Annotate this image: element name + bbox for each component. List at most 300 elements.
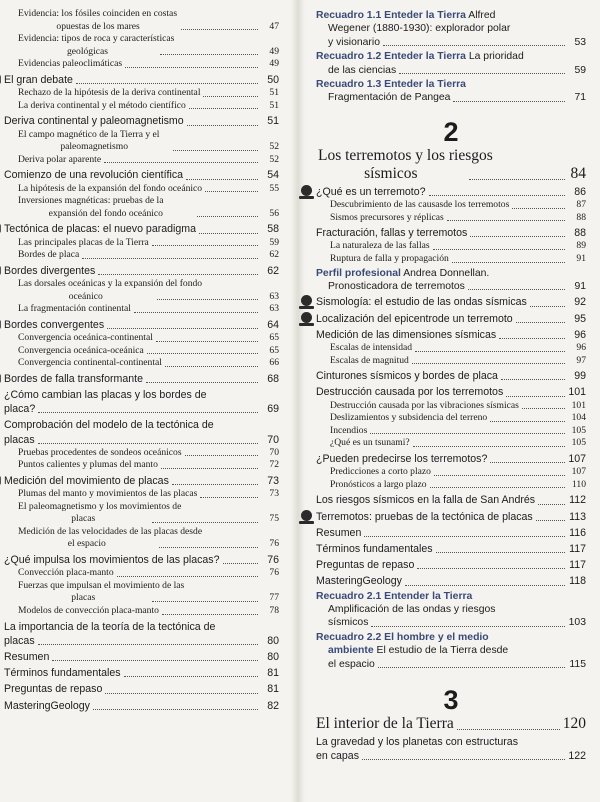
entry-text: Evidencia: los fósiles coinciden en costas — [18, 8, 178, 19]
toc-entry — [4, 33, 279, 58]
page-number: 115 — [569, 658, 586, 670]
toc-line — [18, 459, 279, 472]
dot-leader — [159, 547, 258, 548]
toc-line — [18, 447, 279, 460]
toc-line — [4, 682, 279, 696]
toc-line — [4, 168, 279, 182]
box-label: Perfil profesional — [316, 267, 401, 279]
page-number: 70 — [267, 433, 279, 446]
toc-line — [330, 412, 586, 425]
dot-leader — [470, 236, 565, 237]
dot-leader — [186, 179, 258, 180]
dot-leader — [200, 497, 258, 498]
box-label: Recuadro 1.1 Enteder la Tierra — [316, 10, 466, 21]
entry-text: Inversiones magnéticas: pruebas de la — [18, 195, 164, 207]
page-number: 68 — [267, 372, 279, 385]
toc-entry — [4, 129, 279, 154]
box-title: La prioridad — [465, 51, 524, 63]
page-number: 87 — [576, 199, 586, 211]
entry-text: Términos fundamentales — [316, 543, 433, 556]
dot-leader — [536, 520, 565, 521]
toc-entry — [316, 526, 586, 540]
toc-entry — [4, 100, 279, 113]
toc-entry — [316, 342, 586, 355]
toc-entry — [316, 312, 586, 326]
toc-left-column — [4, 8, 279, 713]
toc-line — [316, 558, 586, 572]
box-title-end: sísmicos — [328, 617, 369, 629]
page-number: 49 — [269, 58, 279, 70]
dot-leader — [197, 216, 258, 217]
page-number: 51 — [269, 87, 279, 99]
page-number: 72 — [269, 459, 279, 471]
page-number: 82 — [267, 699, 279, 712]
entry-text-cont: placa? — [4, 403, 36, 416]
toc-line — [18, 567, 279, 580]
entry-text-cont: placas — [71, 592, 96, 604]
box-title-end: y visionario — [328, 36, 380, 48]
page-gutter — [291, 0, 305, 802]
box-label: Recuadro 2.1 Entender la Tierra — [316, 590, 473, 602]
toc-entry — [4, 501, 279, 526]
entry-text: Predicciones a corto plazo — [330, 466, 431, 478]
toc-entry — [4, 699, 279, 713]
page-number: 62 — [269, 249, 279, 261]
entry-text: Convección placa-manto — [18, 567, 114, 579]
entry-text: Convergencia continental-continental — [18, 357, 162, 369]
entry-text: Cinturones sísmicos y bordes de placa — [316, 370, 498, 383]
toc-line — [18, 46, 279, 59]
toc-line — [316, 574, 586, 588]
page-number: 77 — [269, 592, 280, 604]
toc-line — [330, 342, 586, 355]
dot-leader — [38, 412, 258, 413]
box-title-end: el espacio — [328, 658, 375, 670]
dot-leader — [172, 484, 258, 485]
dot-leader — [52, 660, 258, 661]
toc-line — [4, 114, 279, 128]
page-number: 76 — [269, 538, 279, 550]
entry-text: Destrucción causada por las vibraciones sísmicas — [330, 399, 519, 411]
toc-entry — [316, 240, 586, 253]
dot-leader — [469, 179, 565, 180]
dot-leader — [187, 125, 258, 126]
toc-entry — [4, 8, 279, 33]
page-number: 76 — [269, 567, 279, 579]
margin-marker-icon — [0, 75, 1, 84]
toc-entry — [4, 526, 279, 551]
toc-entry — [4, 345, 279, 358]
dot-leader — [152, 522, 259, 523]
dot-leader — [98, 274, 258, 275]
entry-text: ¿Pueden predecirse los terremotos? — [316, 453, 488, 466]
page-number: 92 — [574, 296, 586, 309]
toc-line — [18, 345, 279, 358]
dot-leader — [152, 601, 259, 602]
toc-entry — [316, 385, 586, 399]
toc-entry — [4, 222, 279, 236]
dot-leader — [370, 433, 565, 434]
dot-leader — [413, 446, 565, 447]
dot-leader — [499, 338, 565, 339]
page-number: 59 — [574, 64, 586, 76]
entry-text: ¿Cómo cambian las placas y los bordes de — [4, 388, 207, 401]
page-number: 110 — [571, 478, 586, 490]
dot-leader — [124, 676, 258, 677]
dot-leader — [199, 233, 258, 234]
toc-line — [18, 237, 279, 250]
entry-text: El campo magnético de la Tierra y el — [18, 128, 160, 140]
toc-line — [4, 650, 279, 664]
entry-text: Los terremotos y los riesgos — [318, 146, 493, 164]
toc-entry — [4, 605, 279, 618]
dot-leader — [371, 626, 565, 627]
entry-text: Ruptura de falla y propagación — [330, 253, 449, 265]
dot-leader — [189, 108, 258, 109]
page-number: 78 — [269, 605, 279, 617]
dot-leader — [405, 585, 565, 586]
page-number: 64 — [267, 318, 279, 331]
entry-text: Terremotos: pruebas de la tectónica de placas — [316, 510, 533, 523]
box-title-text: ambiente — [328, 645, 374, 657]
dot-leader — [152, 245, 258, 246]
page-number: 54 — [267, 169, 279, 182]
entry-text: ¿Qué impulsa los movimientos de las placas? — [4, 554, 220, 567]
dot-leader — [134, 312, 258, 313]
entry-text-cont: opuestas de los mares — [56, 20, 140, 32]
entry-text: Bordes divergentes — [4, 264, 96, 277]
toc-entry — [316, 479, 586, 492]
page-number: 117 — [569, 559, 586, 572]
toc-line — [316, 493, 586, 507]
entry-text-cont: el espacio — [67, 538, 106, 550]
entry-text: Localización del epicentrode un terremoto — [316, 312, 513, 325]
toc-line — [4, 372, 279, 386]
entry-text: Medición de las velocidades de las placas desde — [18, 525, 203, 537]
page-number: 91 — [576, 253, 586, 265]
chapter-number: 3 — [443, 685, 459, 716]
entry-text: Incendios — [330, 424, 368, 436]
toc-line — [330, 466, 586, 479]
toc-line — [330, 240, 586, 253]
toc-line — [316, 749, 586, 763]
entry-text: Bordes de placa — [18, 249, 80, 261]
toc-line — [316, 165, 586, 183]
page-number: 118 — [569, 575, 586, 588]
page-number: 56 — [269, 207, 280, 219]
entry-text: Pronósticos a largo plazo — [330, 478, 427, 490]
toc-line — [330, 437, 586, 450]
page-number: 70 — [269, 446, 279, 458]
toc-line — [4, 699, 279, 713]
page-number: 107 — [568, 453, 586, 466]
dot-leader — [364, 536, 565, 537]
dot-leader — [433, 249, 565, 250]
toc-line — [18, 513, 279, 526]
entry-text: Fracturación, fallas y terremotos — [316, 227, 468, 240]
toc-line — [316, 91, 586, 104]
toc-line — [316, 452, 586, 466]
toc-entry — [4, 418, 279, 446]
toc-entry — [4, 580, 279, 605]
entry-text: Los riesgos sísmicos en la falla de San Andrés — [316, 494, 536, 507]
toc-line — [330, 400, 586, 413]
dot-leader — [223, 563, 258, 564]
toc-entry — [4, 447, 279, 460]
page-number: 95 — [574, 312, 586, 325]
toc-entry — [316, 493, 586, 507]
chapter-title — [316, 147, 586, 183]
dot-leader — [185, 455, 258, 456]
toc-line — [18, 605, 279, 618]
toc-line — [330, 212, 586, 225]
page-number: 69 — [267, 403, 279, 416]
page-number: 62 — [267, 264, 279, 277]
toc-entry — [4, 620, 279, 648]
box-entry — [316, 78, 586, 105]
toc-entry — [316, 295, 586, 309]
box-title-text: Amplificación de las ondas y riesgos — [328, 604, 496, 616]
box-title-cont — [328, 91, 450, 104]
page-number: 91 — [574, 281, 586, 293]
toc-entry — [4, 154, 279, 167]
toc-entry — [316, 369, 586, 383]
entry-text-cont: expansión del fondo oceánico — [48, 207, 163, 219]
box-heading-line — [316, 590, 586, 603]
toc-entry — [316, 185, 586, 199]
entry-text: Sismología: el estudio de las ondas sísmicas — [316, 296, 527, 309]
box-title-cont — [316, 644, 586, 657]
entry-text: Resumen — [4, 651, 50, 664]
dot-leader — [203, 96, 258, 97]
gtutor-icon — [301, 312, 312, 323]
toc-line — [4, 666, 279, 680]
toc-line — [18, 249, 279, 262]
entry-text: La gravedad y los planetas con estructuras — [316, 736, 518, 749]
dot-leader — [38, 644, 258, 645]
dot-leader — [412, 363, 565, 364]
dot-leader — [147, 353, 258, 354]
box-title-text: El estudio de la Tierra desde — [373, 645, 509, 657]
toc-entry — [4, 114, 279, 128]
page-number: 103 — [568, 617, 586, 629]
toc-entry — [4, 264, 279, 278]
page-number: 88 — [576, 211, 586, 223]
toc-entry — [4, 303, 279, 316]
toc-entry — [4, 73, 279, 87]
dot-leader — [399, 73, 565, 74]
box-label: Recuadro 2.2 El hombre y el medio — [316, 631, 489, 643]
toc-line — [4, 222, 279, 236]
toc-entry — [4, 332, 279, 345]
gtutor-icon — [301, 185, 312, 196]
entry-text: Modelos de convección placa-manto — [18, 605, 159, 617]
toc-entry — [4, 237, 279, 250]
entry-text: Pruebas procedentes de sondeos oceánicos — [18, 446, 182, 458]
box-entry — [316, 267, 586, 294]
toc-line — [316, 295, 586, 309]
entry-text-cont: placas — [71, 513, 96, 525]
toc-line — [316, 328, 586, 342]
page-number: 81 — [267, 667, 279, 680]
entry-text: La hipótesis de la expansión del fondo oceánico — [18, 182, 203, 194]
dot-leader — [383, 45, 565, 46]
toc-line — [316, 715, 586, 733]
toc-entry — [4, 553, 279, 567]
margin-marker-icon — [0, 320, 1, 329]
box-title-cont — [316, 22, 586, 35]
page-number: 55 — [269, 182, 279, 194]
entry-text: La naturaleza de las fallas — [330, 240, 430, 252]
toc-line — [316, 385, 586, 399]
dot-leader — [452, 262, 565, 263]
toc-entry — [316, 226, 586, 240]
dot-leader — [161, 468, 258, 469]
dot-leader — [522, 408, 565, 409]
dot-leader — [506, 396, 565, 397]
margin-marker-icon — [0, 374, 1, 383]
page-number: 53 — [574, 36, 586, 48]
entry-text-cont: geológicas — [66, 45, 109, 57]
dot-leader — [82, 258, 258, 259]
toc-entry — [4, 318, 279, 332]
dot-leader — [104, 162, 258, 163]
toc-entry — [316, 735, 586, 763]
dot-leader — [436, 552, 565, 553]
page-number: 59 — [269, 236, 279, 248]
dot-leader — [415, 351, 565, 352]
entry-text: Escalas de intensidad — [330, 342, 413, 354]
toc-entry — [316, 510, 586, 524]
dot-leader — [430, 487, 565, 488]
toc-entry — [4, 372, 279, 386]
toc-entry — [316, 452, 586, 466]
page-number: 101 — [568, 386, 586, 399]
box-title-text: Pronosticadora de terremotos — [328, 281, 465, 293]
toc-line — [18, 100, 279, 113]
box-entry — [316, 590, 586, 630]
dot-leader — [76, 83, 258, 84]
box-title-text: Fragmentación de Pangea — [328, 92, 451, 104]
box-entry — [316, 631, 586, 671]
page-number: 88 — [574, 227, 586, 240]
toc-line — [330, 479, 586, 492]
toc-line — [330, 355, 586, 368]
page-number: 73 — [269, 488, 279, 500]
toc-line — [316, 658, 586, 671]
dot-leader — [490, 421, 565, 422]
entry-text: Deriva polar aparente — [18, 153, 102, 165]
entry-text-cont: placas — [4, 634, 35, 647]
dot-leader — [162, 614, 258, 615]
entry-text: Descubrimiento de las causasde los terremotos — [330, 199, 510, 211]
entry-text: Deslizamientos y subsidencia del terreno — [330, 412, 488, 424]
dot-leader — [160, 54, 258, 55]
toc-line — [330, 253, 586, 266]
entry-text: Deriva continental y paleomagnetismo — [4, 115, 184, 128]
toc-line — [18, 87, 279, 100]
page-number: 71 — [574, 92, 586, 104]
page-number: 117 — [569, 543, 586, 556]
toc-entry — [316, 542, 586, 556]
dot-leader — [453, 101, 565, 102]
toc-entry — [4, 195, 279, 220]
dot-leader — [417, 568, 565, 569]
page-number: 104 — [571, 412, 586, 424]
page-number: 89 — [576, 240, 586, 252]
toc-line — [18, 21, 279, 34]
box-heading-line — [316, 631, 586, 644]
entry-text: Rechazo de la hipótesis de la deriva continental — [18, 87, 201, 99]
entry-text: Evidencia: tipos de roca y características — [18, 33, 175, 45]
entry-text: Las dorsales oceánicas y la expansión del fondo — [18, 277, 203, 289]
dot-leader — [362, 759, 565, 760]
entry-text: Bordes convergentes — [4, 318, 105, 331]
dot-leader — [512, 208, 565, 209]
toc-line — [18, 538, 279, 551]
toc-entry — [316, 412, 586, 425]
margin-marker-icon — [0, 224, 1, 233]
entry-text: Evidencias paleoclimáticas — [18, 58, 123, 70]
entry-text-cont: placas — [4, 433, 35, 446]
box-label: Recuadro 1.2 Enteder la Tierra — [316, 51, 466, 63]
chapter-title — [316, 715, 586, 733]
page-number: 86 — [574, 185, 586, 198]
page-number: 105 — [571, 437, 586, 449]
toc-line — [330, 199, 586, 212]
entry-text: MasteringGeology — [4, 699, 90, 712]
toc-entry — [4, 249, 279, 262]
page-number: 107 — [571, 466, 586, 478]
entry-text: El interior de la Tierra — [316, 715, 454, 733]
toc-line — [316, 510, 586, 524]
entry-text: Medición del movimiento de placas — [4, 474, 169, 487]
toc-entry — [4, 488, 279, 501]
page-number: 97 — [576, 354, 586, 366]
entry-text-cont: sísmicos — [364, 164, 418, 182]
page-number: 120 — [562, 715, 586, 733]
entry-text: Preguntas de repaso — [316, 559, 415, 572]
toc-line — [316, 526, 586, 540]
entry-text: Resumen — [316, 526, 362, 539]
entry-text: Destrucción causada por los terremotos — [316, 386, 504, 399]
entry-text: ¿Qué es un terremoto? — [316, 185, 426, 198]
toc-entry — [4, 650, 279, 664]
toc-entry — [316, 328, 586, 342]
toc-entry — [316, 466, 586, 479]
toc-line — [18, 291, 279, 304]
box-title-cont — [328, 64, 396, 77]
dot-leader — [156, 341, 258, 342]
page-number: 51 — [267, 115, 279, 128]
toc-entry — [4, 278, 279, 303]
dot-leader — [490, 462, 565, 463]
page-number: 116 — [569, 526, 586, 539]
entry-text-cont: en capas — [316, 750, 359, 763]
chapter-number: 2 — [443, 116, 459, 147]
dot-leader — [146, 382, 258, 383]
toc-line — [4, 433, 279, 447]
page-number: 65 — [269, 331, 279, 343]
page-number: 66 — [269, 357, 279, 369]
toc-line — [316, 185, 586, 199]
box-label: Recuadro 1.3 Enteder la Tierra — [316, 79, 466, 91]
toc-line — [18, 208, 279, 221]
entry-text: Convergencia oceánica-continental — [18, 331, 153, 343]
dot-leader — [468, 289, 565, 290]
page-number: 73 — [267, 474, 279, 487]
entry-text: Bordes de falla transformante — [4, 372, 143, 385]
